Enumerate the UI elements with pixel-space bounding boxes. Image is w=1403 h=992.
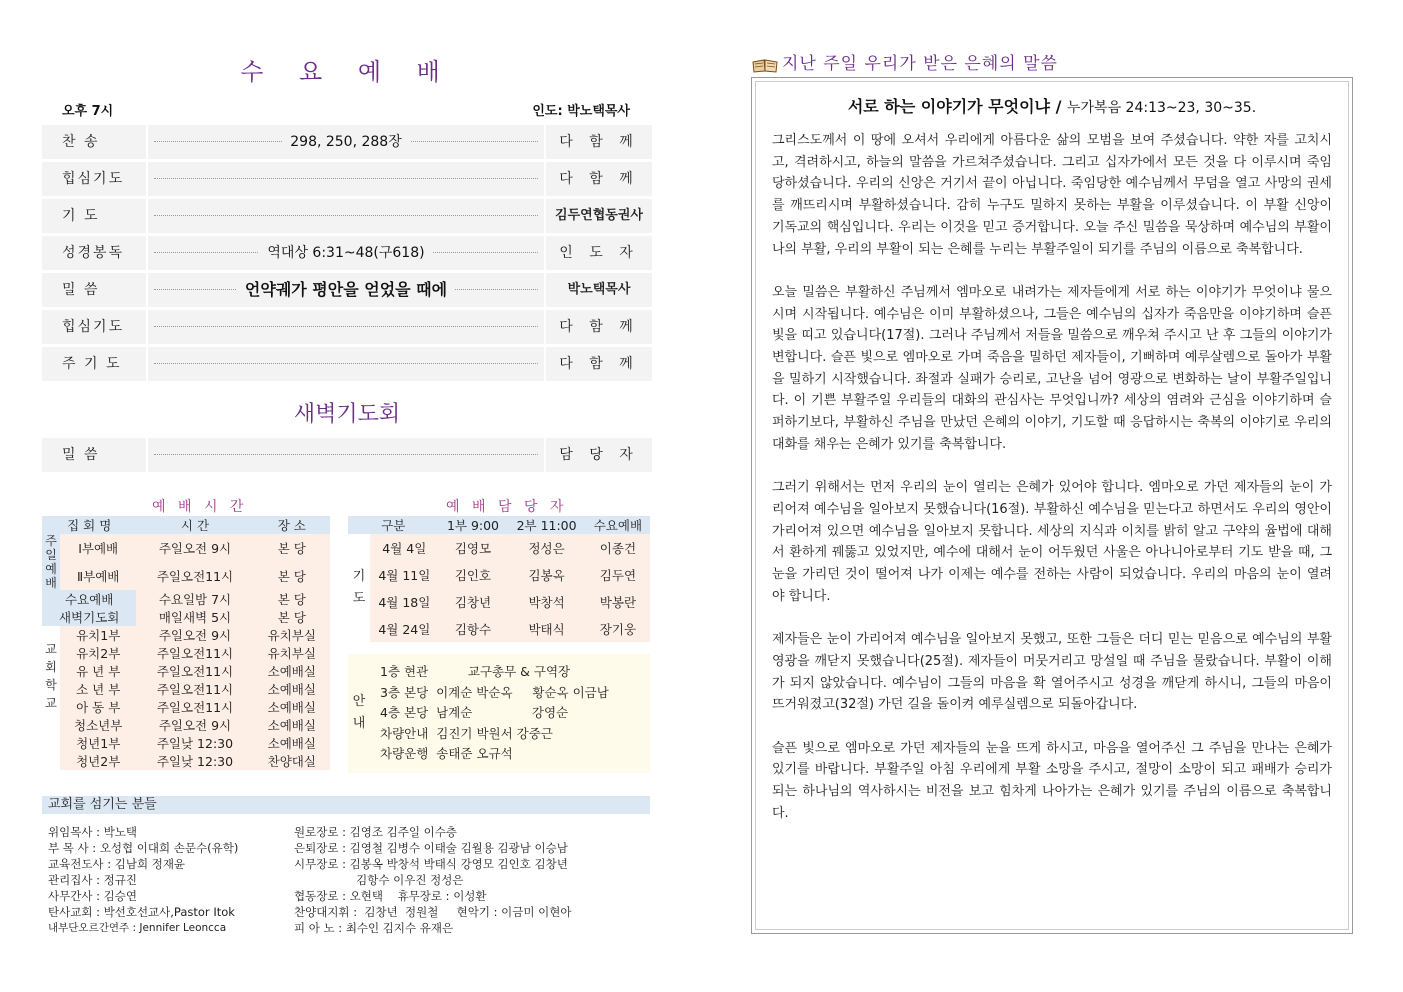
order-content-cell	[148, 162, 544, 196]
duty-header-cell: 수요예배	[586, 516, 650, 534]
schedule-row	[42, 698, 330, 716]
dawn-row	[42, 438, 652, 472]
order-who: 인 도 자	[546, 236, 652, 270]
schedule-time: 주일오전11시	[136, 680, 253, 698]
duty-row	[348, 561, 650, 588]
order-who: 다 함 께	[546, 125, 652, 159]
duty-cell: 정성은	[507, 534, 585, 561]
sermon-paragraph: 슬픈 빛으로 엠마오로 가던 제자들의 눈을 뜨게 하시고, 마음을 열어주신 그 주님을 만나는 은혜가 있기를 바랍니다. 부활주일 아침 우리에게 부활 소망을 주시고, 절망이 소망이 되고 패배가 승리가 되는 하나님의 역사하시는 비전을 보고 힘차게 나아가는 은혜가 있기를 주님의 이름으로 축복합니다.	[772, 740, 1332, 821]
order-content: 언약궤가 평안을 얻었을 때에	[237, 280, 455, 299]
schedule-row	[42, 608, 330, 626]
dawn-who: 담 당 자	[546, 438, 652, 472]
schedule-name: 유 년 부	[60, 662, 136, 680]
duty-row	[348, 534, 650, 561]
schedule-name: 소 년 부	[60, 680, 136, 698]
schedule-place: 소예배실	[254, 680, 330, 698]
book-icon	[752, 58, 778, 72]
order-label: 성경봉독	[42, 236, 146, 270]
order-label: 힙심기도	[42, 162, 146, 196]
staff-line: 탄사교회 : 박선호선교사,Pastor Itok	[48, 905, 235, 919]
schedule-row	[42, 644, 330, 662]
duty-cell: 김봉옥	[507, 561, 585, 588]
schedule-place: 본 당	[254, 608, 330, 626]
schedule-place: 유치부실	[254, 644, 330, 662]
spacer	[348, 642, 650, 654]
schedule-header	[42, 516, 330, 534]
duty-title: 예 배 담 당 자	[446, 499, 568, 515]
schedule-name: 수요예배	[42, 590, 136, 608]
duty-spacer	[348, 642, 650, 654]
guide-line: 차량안내 김진기 박원서 강중근	[380, 725, 553, 741]
schedule-header-cell: 장 소	[254, 516, 330, 534]
sermon-paragraph: 그리스도께서 이 땅에 오셔서 우리에게 아름다운 삶의 모범을 보여 주셨습니다. 약한 자를 고치시고, 격려하시고, 하늘의 말씀을 가르쳐주셨습니다. 그리고 십자가에서 모든 것을 다 이루시며 죽임당하셨습니다. 우리의 신앙은 거기서 끝이 아닙니다. 죽임당한 예수님께서 무덤을 열고 사망의 권세를 깨뜨리시며 부활하셨습니다. 감히 누구도 밀하지 못하는 부활을 이루셨습니다. 이 부활 신앙이 기독교의 핵심입니다. 우리는 이것을 믿고 증거합니다. 오늘 주신 밀씀을 묵상하며 예수님의 부활이 나의 부활, 우리의 부활이 되는 은혜를 누리는 부활주일이 되기를 주님의 이름으로 축복합니다.	[772, 133, 1332, 257]
duty-cell: 박태식	[507, 615, 585, 642]
guide-line: 차량운행 송태준 오규석	[380, 746, 513, 761]
staff-line: 김항수 이우진 정성은	[294, 873, 464, 887]
schedule-time: 주일오전 9시	[136, 626, 253, 644]
duty-table	[348, 516, 650, 773]
duty-cell: 김항수	[439, 615, 508, 642]
staff-line: 관리집사 : 정규진	[48, 873, 137, 887]
leader-dots	[154, 363, 538, 364]
order-content-cell	[148, 236, 544, 270]
order-who: 다 함 께	[546, 347, 652, 381]
order-label: 찬 송	[42, 125, 146, 159]
order-row	[42, 310, 652, 344]
leader-dots	[154, 178, 538, 179]
duty-date: 4월 11일	[370, 561, 439, 588]
duty-date: 4월 18일	[370, 588, 439, 615]
schedule-place: 소예배실	[254, 662, 330, 680]
duty-cell: 김창년	[439, 588, 508, 615]
dawn-label: 밀 씀	[42, 438, 146, 472]
schedule-row	[42, 590, 330, 608]
order-who: 김두연협동권사	[546, 199, 652, 233]
duty-date: 4월 4일	[370, 534, 439, 561]
order-label: 힙심기도	[42, 310, 146, 344]
staff-line: 협동장로 : 오현택 휴무장로 : 이성환	[294, 889, 487, 903]
schedule-time: 매일새벽 5시	[136, 608, 253, 626]
sermon-paragraph: 그러기 위해서는 먼저 우리의 눈이 열리는 은혜가 있어야 합니다. 엠마오로 가던 제자들의 눈이 가리어져 예수님을 일아보지 못했습니다(16절). 부활하신 예수님을 믿는다고 하면서도 우리의 영안이 가리어져 있으면 예수님을 일아보지 못합니다. 세상의 지식과 이치를 밝히 알고 구약의 율법에 대해서 환하게 꿰뚫고 있었지만, 예수에 대해서 눈이 어두웠던 사울은 아나니아로부터 기도 받을 때, 그 눈을 가리던 것이 떨어져 나가 이제는 예수를 전하는 사람이 되었습니다. 우리의 마음의 눈이 열려야 합니다.	[772, 480, 1332, 604]
schedule-row	[42, 534, 330, 562]
staff-line: 피 아 노 : 최수인 김지수 유재은	[294, 921, 454, 935]
schedule-time: 주일오전11시	[136, 662, 253, 680]
order-content-cell	[148, 310, 544, 344]
sermon-header-text: 지난 주일 우리가 받은 은혜의 말씀	[782, 54, 1058, 74]
duty-guide-row	[348, 654, 650, 773]
staff-line: 원로장로 : 김영조 김주일 이수층	[294, 825, 457, 839]
duty-header	[348, 516, 650, 534]
duty-group-prayer: 기도	[348, 534, 370, 642]
schedule-name: 청년2부	[60, 752, 136, 770]
order-label: 밀 씀	[42, 273, 146, 307]
leader-dots	[154, 215, 538, 216]
schedule-place: 유치부실	[254, 626, 330, 644]
order-content-cell	[148, 347, 544, 381]
order-row	[42, 199, 652, 233]
schedule-time: 주일낮 12:30	[136, 752, 253, 770]
schedule-place: 찬양대실	[254, 752, 330, 770]
leader-dots	[154, 326, 538, 327]
schedule-name: 새벽기도회	[42, 608, 136, 626]
schedule-row	[42, 562, 330, 590]
order-label: 주 기 도	[42, 347, 146, 381]
sermon-paragraph: 제자들은 눈이 가리어져 예수님을 일아보지 못했고, 또한 그들은 더디 믿는 믿음으로 예수님의 부활 영광을 깨닫지 못했습니다(25절). 제자들이 머뭇거리고 망설일 때 주님을 물랐습니다. 부활이 이해가 되지 않았습니다. 예수님이 그들의 마음을 확 열어주시고 성경을 깨닫게 하시니, 그들의 마음이 뜨거워졌고(32절) 가던 길을 돌이켜 예루실렘으로 되돌아갑니다.	[772, 632, 1332, 713]
staff-line: 사무간사 : 김승연	[48, 889, 137, 903]
schedule-place: 소예배실	[254, 698, 330, 716]
schedule-name: Ⅰ부예배	[60, 534, 136, 562]
order-content-cell	[148, 125, 544, 159]
order-row	[42, 162, 652, 196]
staff-line: 시무장로 : 김봉옥 박창석 박태식 강영모 김인호 김창년	[294, 857, 568, 871]
schedule-time: 주일오전11시	[136, 562, 253, 590]
schedule-row	[42, 680, 330, 698]
schedule-place: 본 당	[254, 534, 330, 562]
order-content-cell	[148, 273, 544, 307]
schedule-time: 수요일밤 7시	[136, 590, 253, 608]
staff-line: 위임목사 : 박노택	[48, 825, 137, 839]
sermon-title-text: 서로 하는 이야기가 무엇이냐 /	[847, 97, 1067, 116]
staff-line: 부 목 사 : 오성협 이대희 손문수(유학)	[48, 841, 239, 855]
staff-line: 교육전도사 : 김남희 정재윤	[48, 857, 186, 871]
schedule-place: 본 당	[254, 562, 330, 590]
schedule-time: 주일오전11시	[136, 644, 253, 662]
worship-order	[42, 125, 652, 381]
staff-title: 교회를 섬기는 분들	[42, 796, 650, 814]
schedule-group-sunday: 주일예배	[42, 534, 60, 590]
order-content-cell	[148, 199, 544, 233]
order-row	[42, 347, 652, 381]
order-label: 기 도	[42, 199, 146, 233]
duty-row	[348, 615, 650, 642]
duty-guide-cell	[370, 654, 650, 773]
duty-header-cell: 2부 11:00	[507, 516, 585, 534]
duty-header-cell: 구분	[348, 516, 439, 534]
schedule-row	[42, 662, 330, 680]
guide-line: 4층 본당 남계순 강영순	[380, 705, 569, 720]
worship-panel	[42, 40, 652, 472]
staff-left-list	[48, 824, 238, 936]
worship-leader: 인도: 박노택목사	[532, 104, 630, 119]
worship-title: 수 요 예 배	[240, 58, 454, 86]
order-row	[42, 273, 652, 307]
sermon-header	[752, 49, 1058, 74]
order-row	[42, 125, 652, 159]
schedule-group-school: 교회학교	[42, 626, 60, 770]
schedule-time: 주일오전 9시	[136, 534, 253, 562]
duty-cell: 이종건	[586, 534, 650, 561]
order-row	[42, 236, 652, 270]
sermon-title	[751, 94, 1353, 117]
staff-right-list	[294, 824, 571, 936]
schedule-row	[42, 734, 330, 752]
schedule-header-cell: 시 간	[136, 516, 253, 534]
schedule-place: 본 당	[254, 590, 330, 608]
schedule-row	[42, 626, 330, 644]
dawn-title: 새벽기도회	[293, 402, 401, 427]
duty-group-guide: 안내	[348, 654, 370, 773]
schedule-name: 청소년부	[60, 716, 136, 734]
schedule-place: 소예배실	[254, 716, 330, 734]
order-who: 박노택목사	[546, 273, 652, 307]
order-content: 역대상 6:31~48(구618)	[259, 245, 432, 261]
guide-line: 1층 현관 교구총무 & 구역장	[380, 664, 571, 679]
order-who: 다 함 께	[546, 310, 652, 344]
schedule-title: 예 배 시 간	[152, 499, 248, 515]
order-who: 다 함 께	[546, 162, 652, 196]
duty-cell: 김인호	[439, 561, 508, 588]
duty-row	[348, 588, 650, 615]
duty-cell: 김두연	[586, 561, 650, 588]
sermon-reference: 누가복음 24:13~23, 30~35.	[1067, 100, 1257, 116]
duty-cell: 김영모	[439, 534, 508, 561]
duty-header-cell: 1부 9:00	[439, 516, 508, 534]
schedule-place: 소예배실	[254, 734, 330, 752]
sermon-body	[772, 130, 1332, 846]
duty-cell: 박창석	[507, 588, 585, 615]
order-content: 298, 250, 288장	[282, 134, 410, 150]
staff-line: 찬양대지휘 : 김창년 정원철 현악기 : 이금미 이현아	[294, 905, 572, 919]
schedule-name: 유치2부	[60, 644, 136, 662]
staff-line: 은퇴장로 : 김영철 김병수 이태술 김월용 김광남 이승남	[294, 841, 568, 855]
schedule-row	[42, 716, 330, 734]
schedule-time: 주일오전11시	[136, 698, 253, 716]
duty-cell: 박봉란	[586, 588, 650, 615]
schedule-name: 아 동 부	[60, 698, 136, 716]
schedule-name: 유치1부	[60, 626, 136, 644]
schedule-header-cell: 집 회 명	[42, 516, 136, 534]
schedule-time: 주일낮 12:30	[136, 734, 253, 752]
schedule-row	[42, 752, 330, 770]
duty-cell: 장기웅	[586, 615, 650, 642]
worship-time: 오후 7시	[62, 104, 114, 119]
schedule-name: Ⅱ부예배	[60, 562, 136, 590]
staff-line: 내부단오르간연주 : Jennifer Leoncca	[48, 922, 227, 934]
guide-line: 3층 본당 이계순 박순옥 황순옥 이금남	[380, 684, 609, 700]
schedule-name: 청년1부	[60, 734, 136, 752]
schedule-time: 주일오전 9시	[136, 716, 253, 734]
sermon-paragraph: 오늘 밀씀은 부활하신 주님께서 엠마오로 내려가는 제자들에게 서로 하는 이야기가 무엇이냐 물으시며 시작됩니다. 예수님은 이미 부활하셨으나, 그들은 예수님의 십자가 죽음만을 이야기하며 슬픈 빛을 띠고 있습니다(17절). 그러나 주님께서 저들을 밀씀으로 깨우쳐 주시고 난 후 그들의 이야기가 변합니다. 슬픈 빛으로 엠마오로 가며 죽음을 밀하던 제자들이, 기뻐하며 예루살렘으로 돌아가 부활을 밀하기 시작했습니다. 좌절과 실패가 승리로, 고난을 넘어 영광으로 변화하는 날이 부활주일입니다. 이 기쁜 부활주일 우리들의 대화의 관심사는 무엇입니까? 세상의 염려와 근심을 이야기하며 슬퍼하기보다, 부활하신 주님을 만났던 은혜의 이야기, 기도할 때 응답하시는 축복의 이야기로 우리의 대화를 채우는 은혜가 있기를 축복합니다.	[772, 284, 1332, 452]
worship-meta	[42, 100, 652, 122]
schedule-table	[42, 516, 330, 770]
duty-date: 4월 24일	[370, 615, 439, 642]
